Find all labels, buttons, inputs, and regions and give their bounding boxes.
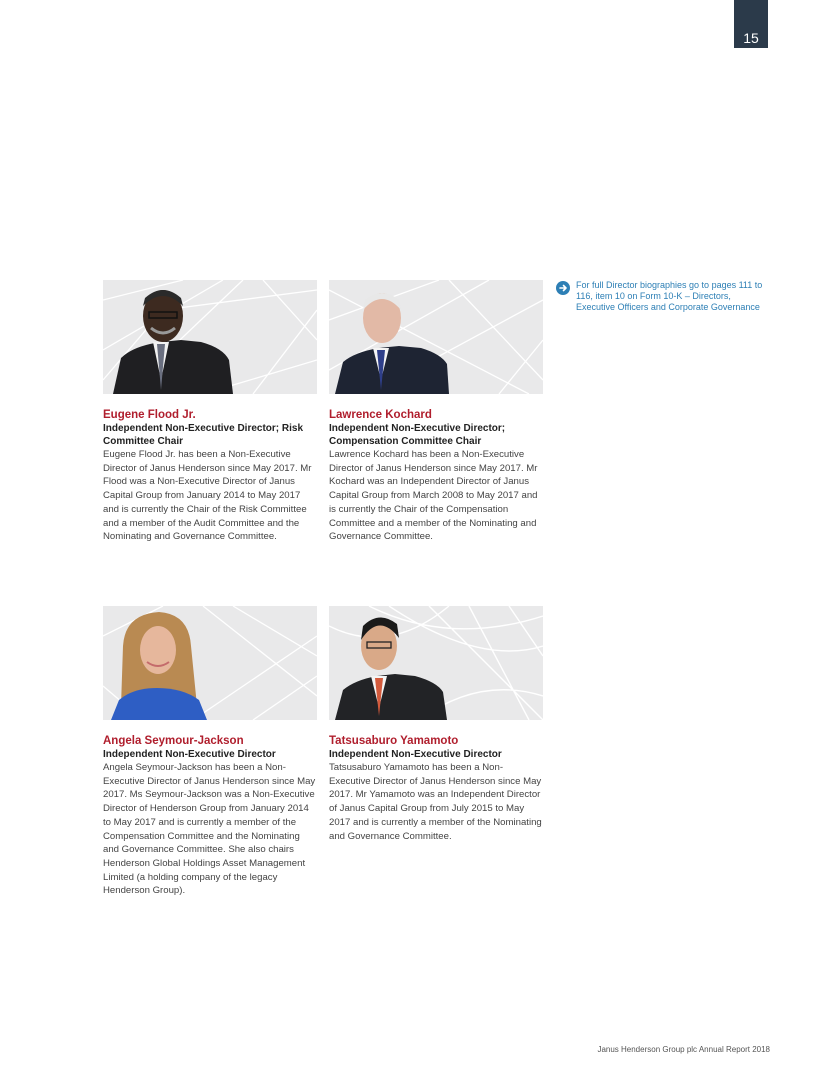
director-bio: Angela Seymour-Jackson has been a Non-Executive Director of Janus Henderson since May 2017. Ms Seymour-Jackson was a Non-Executive Director of Henderson Group from January 2014 to May 2017 and is currently a member of the Compensation Committee and the Nominating and Governance Committee. She also chairs Henderson Global Holdings Asset Management Limited (a holding company of the legacy Henderson Group). bbox=[103, 762, 316, 897]
director-card bbox=[329, 606, 543, 843]
portrait-eugene-flood bbox=[103, 280, 317, 394]
director-role: Independent Non-Executive Director bbox=[103, 749, 276, 760]
director-name: Eugene Flood Jr. bbox=[103, 409, 196, 421]
director-role: Independent Non-Executive Director; Compensation Committee Chair bbox=[329, 423, 506, 447]
director-name: Lawrence Kochard bbox=[329, 409, 432, 421]
director-bio: Eugene Flood Jr. has been a Non-Executive Director of Janus Henderson since May 2017. Mr Flood was a Non-Executive Director of Janus Capital Group from January 2014 to May 2017 and is currently the Chair of the Risk Committee and a member of the Audit Committee and the Nominating and Governance Committee. bbox=[103, 449, 312, 543]
director-name: Tatsusaburo Yamamoto bbox=[329, 735, 459, 747]
director-photo bbox=[329, 606, 543, 720]
bio-note-text: For full Director biographies go to pages 111 to 116, item 10 on Form 10-K – Directors, Executive Officers and Corporate Governance bbox=[576, 280, 763, 312]
portrait-lawrence-kochard bbox=[329, 280, 543, 394]
portrait-angela-seymour-jackson bbox=[103, 606, 317, 720]
director-bio: Lawrence Kochard has been a Non-Executive Director of Janus Henderson since May 2017. Mr Kochard was an Independent Director of Janus Capital Group from March 2008 to May 2017 and is currently the Chair of the Compensation Committee and a member of the Nominating and Governance Committee. bbox=[329, 449, 538, 543]
footer-text: Janus Henderson Group plc Annual Report 2018 bbox=[597, 1045, 770, 1054]
director-photo bbox=[103, 606, 317, 720]
director-card bbox=[329, 280, 543, 544]
arrow-right-circle-icon bbox=[556, 281, 570, 295]
director-photo bbox=[103, 280, 317, 394]
director-bio: Tatsusaburo Yamamoto has been a Non-Executive Director of Janus Henderson since May 2017. Mr Yamamoto was an Independent Director of Janus Capital Group from July 2015 to May 2017 and is currently a member of the Nominating and Governance Committee. bbox=[329, 762, 542, 842]
director-card bbox=[103, 280, 317, 544]
director-role: Independent Non-Executive Director bbox=[329, 749, 502, 760]
director-card bbox=[103, 606, 317, 898]
page-number: 15 bbox=[734, 0, 768, 48]
portrait-tatsusaburo-yamamoto bbox=[329, 606, 543, 720]
director-bio-note[interactable] bbox=[556, 280, 766, 313]
director-name: Angela Seymour-Jackson bbox=[103, 735, 244, 747]
director-photo bbox=[329, 280, 543, 394]
director-role: Independent Non-Executive Director; Risk Committee Chair bbox=[103, 423, 304, 447]
